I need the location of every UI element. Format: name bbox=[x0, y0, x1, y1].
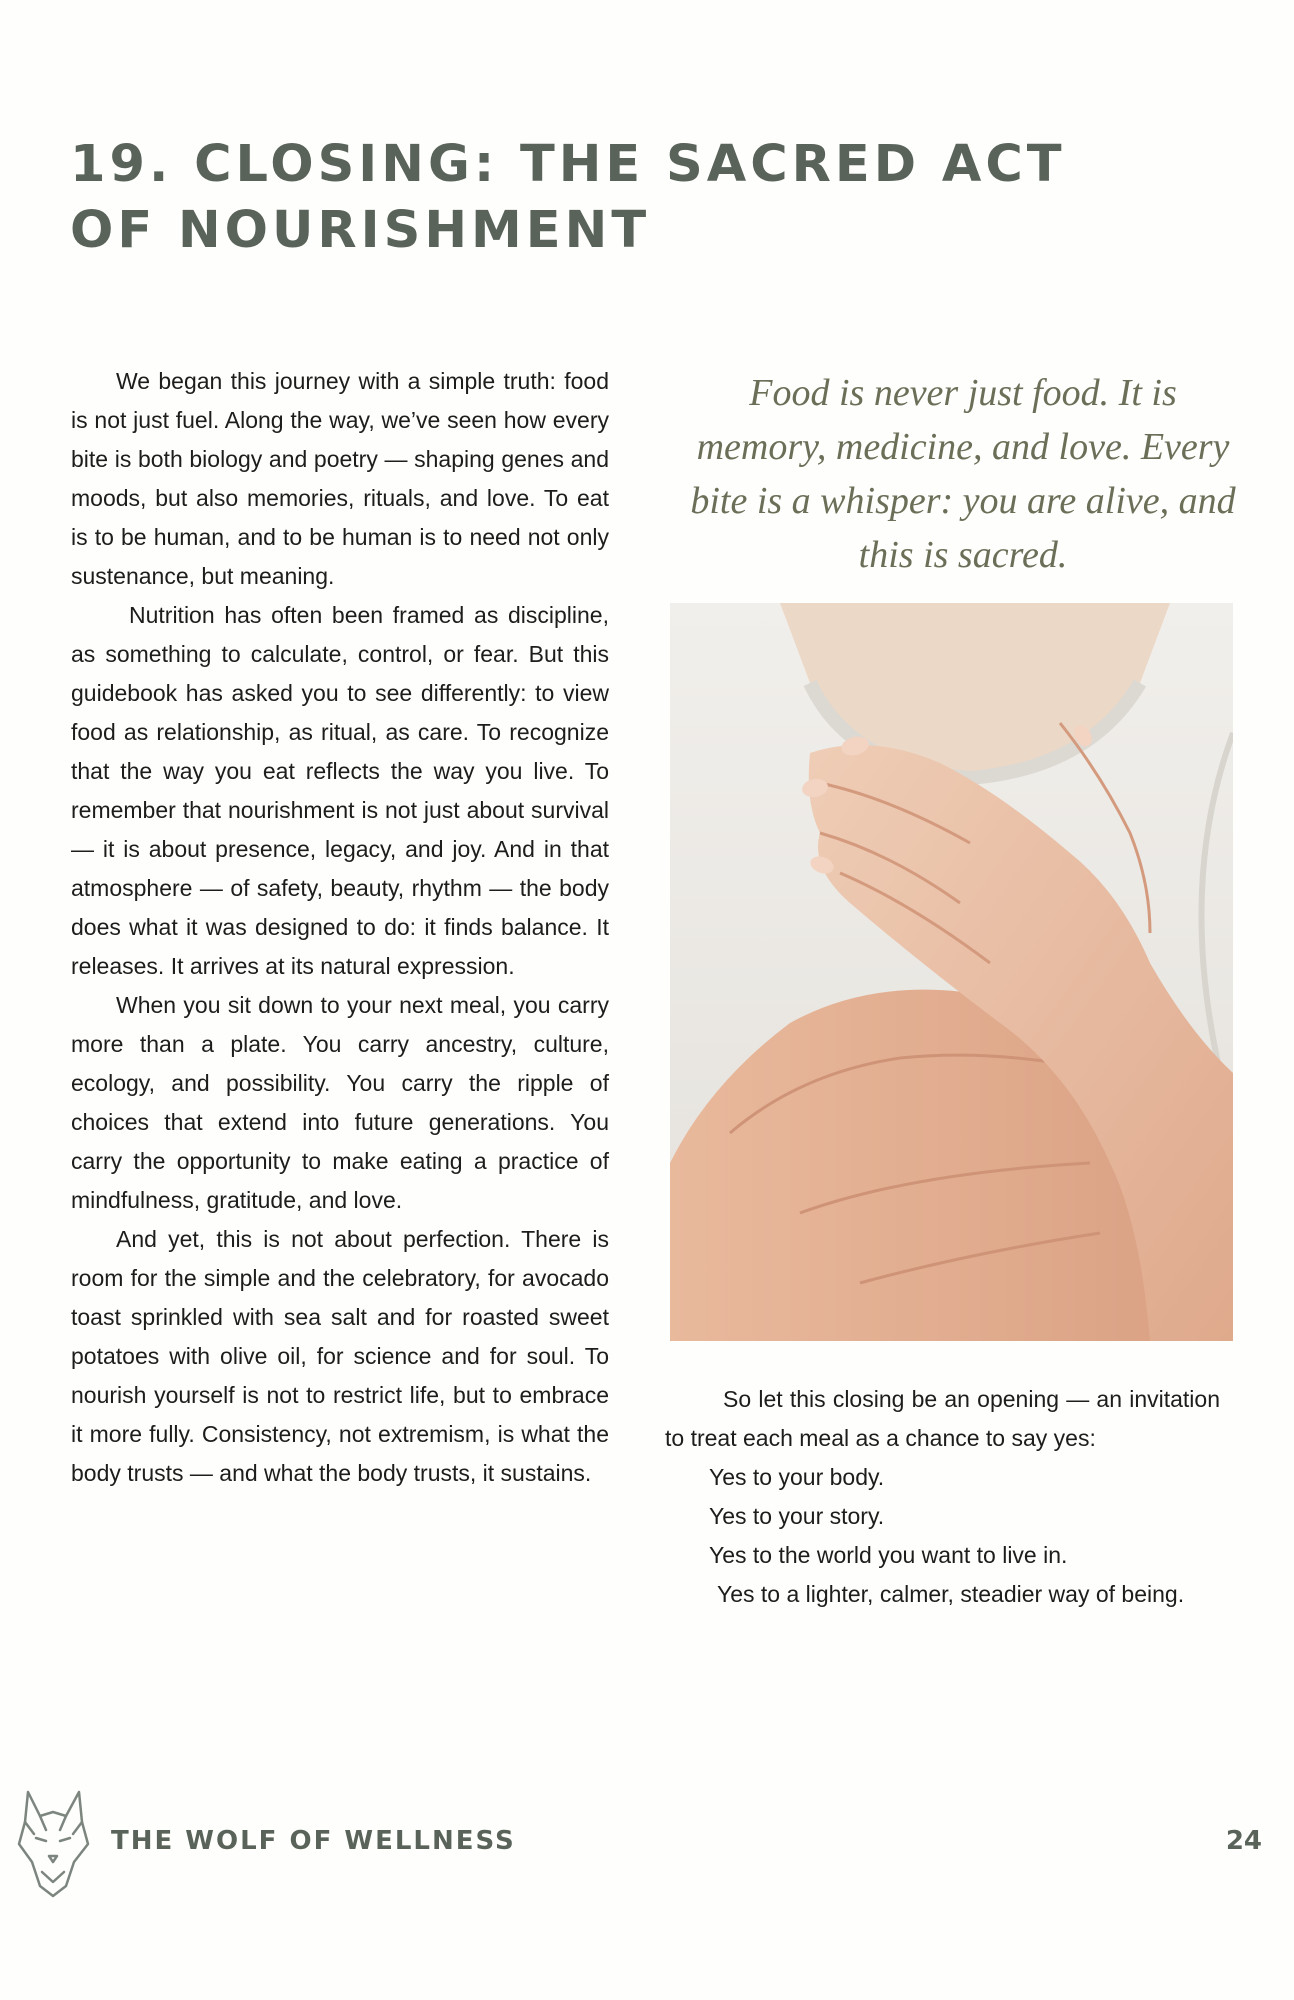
body-paragraph: Nutrition has often been framed as discipline, as something to calculate, control, or fear. But this guidebook has asked you to see differently: to view food as relationship, as ritual, as care. To recognize that the way you eat reflects the way you live. To remember that nourishment is not just about survival — it is about presence, legacy, and joy. And in that atmosphere — of safety, beauty, rhythm — the body does what it was designed to do: it finds balance. It releases. It arrives at its natural expression. bbox=[71, 602, 609, 979]
pull-quote: Food is never just food. It is memory, medicine, and love. Every bite is a whisper: you are alive, and this is sacred. bbox=[690, 372, 1236, 576]
wolf-head-icon bbox=[16, 1786, 91, 1898]
affirmation-line: Yes to your body. bbox=[709, 1464, 885, 1490]
page-title: 19. CLOSING: THE SACRED ACT OF NOURISHMENT bbox=[70, 135, 1066, 260]
body-paragraph: And yet, this is not about perfection. There is room for the simple and the celebratory, for avocado toast sprinkled with sea salt and for roasted sweet potatoes with olive oil, for science and for soul. To nourish yourself is not to restrict life, but to embrace it more fully. Consistency, not extremism, is what the body trusts — and what the body trusts, it sustains. bbox=[71, 1226, 609, 1486]
brand-name: THE WOLF OF WELLNESS bbox=[111, 1826, 516, 1856]
body-paragraph: When you sit down to your next meal, you carry more than a plate. You carry ancestry, culture, ecology, and possibility. You carry the ripple of choices that extend into future generations. You carry the opportunity to make eating a practice of mindfulness, gratitude, and love. bbox=[71, 992, 609, 1213]
affirmation-line: Yes to a lighter, calmer, steadier way of being. bbox=[717, 1581, 1185, 1607]
left-column bbox=[71, 362, 609, 1493]
body-paragraph: We began this journey with a simple truth: food is not just fuel. Along the way, we’ve seen how every bite is both biology and poetry — shaping genes and moods, but also memories, rituals, and love. To eat is to be human, and to be human is to need not only sustenance, but meaning. bbox=[71, 368, 609, 589]
page-number: 24 bbox=[1225, 1826, 1262, 1856]
affirmation-line: Yes to your story. bbox=[709, 1503, 885, 1529]
closing-intro: So let this closing be an opening — an invitation to treat each meal as a chance to say yes: bbox=[665, 1386, 1220, 1451]
right-column bbox=[665, 1380, 1220, 1614]
affirmation-line: Yes to the world you want to live in. bbox=[709, 1542, 1068, 1568]
hands-on-chest-illustration bbox=[670, 603, 1233, 1341]
